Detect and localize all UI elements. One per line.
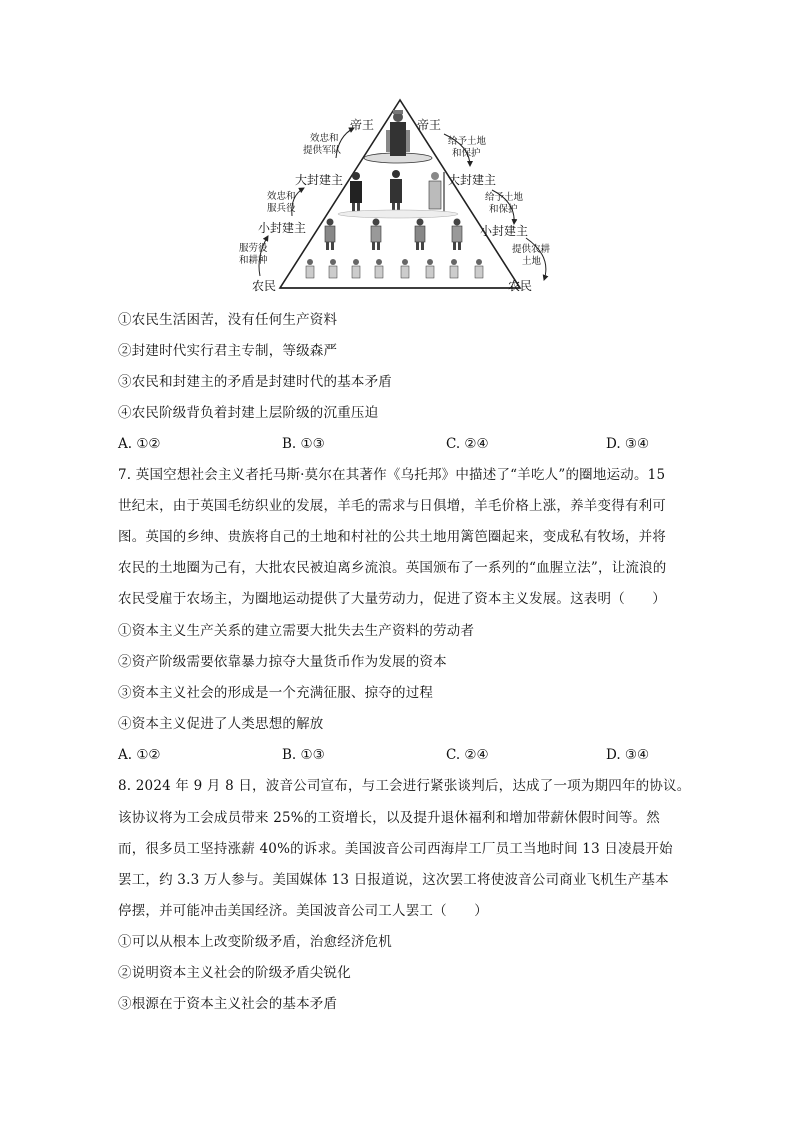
q7-option-c: C. ②④ [446,747,489,763]
q7-statement-2: ②资产阶级需要依靠暴力掠夺大量货币作为发展的资本 [118,654,447,670]
q6-option-b: B. ①③ [282,436,325,452]
q6-statement-2: ②封建时代实行君主专制，等级森严 [118,343,338,359]
q6-option-c: C. ②④ [446,436,489,452]
q7-option-b: B. ①③ [282,747,325,763]
arrow-right-2-line-2: 和保护 [489,204,518,215]
q6-option-d: D. ③④ [606,436,650,452]
q7-stem-line-5: 农民受雇于农场主，为圈地运动提供了大量劳动力，促进了资本主义发展。这表明（ ） [118,591,666,607]
label-peasant-left: 农民 [252,279,277,293]
q7-statement-1: ①资本主义生产关系的建立需要大批失去生产资料的劳动者 [118,623,475,639]
arrow-left-3-line-2: 和耕种 [239,255,268,266]
arrow-left-2-line-1: 效忠和 [267,191,296,202]
q6-option-a: A. ①② [118,436,161,452]
q7-stem-line-2: 世纪末，由于英国毛纺织业的发展，羊毛的需求与日俱增，羊毛价格上涨，养羊变得有利可 [118,498,666,514]
label-emperor-left: 帝王 [350,118,375,132]
label-great-lord-left: 大封建主 [295,173,344,187]
q7-statement-3: ③资本主义社会的形成是一个充满征服、掠夺的过程 [118,685,434,701]
q8-stem-line-3: 而，很多员工坚持涨薪 40%的诉求。美国波音公司西海岸工厂员工当地时间 13 日凌晨开始 [118,841,673,857]
q7-statement-4: ④资本主义促进了人类思想的解放 [118,716,324,732]
q8-statement-2: ②说明资本主义社会的阶级矛盾尖锐化 [118,965,351,981]
arrow-right-3-line-1: 提供农耕 [512,244,551,255]
q7-option-d: D. ③④ [606,747,650,763]
arrow-right-1-line-1: 给予土地 [448,136,487,147]
arrow-left-1-line-2: 提供军队 [303,145,342,156]
arrow-left-1-line-1: 效忠和 [310,133,339,144]
arrow-right-2-line-1: 给予土地 [485,192,524,203]
feudal-pyramid-figure [230,96,570,300]
q7-option-a: A. ①② [118,747,161,763]
great-lord-figures-icon [350,170,444,212]
label-small-lord-right: 小封建主 [480,224,529,238]
label-peasant-right: 农民 [508,279,533,293]
q7-stem-line-4: 农民的土地圈为己有，大批农民被迫离乡流浪。英国颁布了一系列的“血腥立法”，让流浪的 [118,560,667,576]
arrow-right-3-line-2: 土地 [522,256,542,267]
q8-stem-line-1: 8. 2024 年 9 月 8 日，波音公司宣布，与工会进行紧张谈判后，达成了一项为期四年的协议。 [118,778,691,794]
q8-statement-1: ①可以从根本上改变阶级矛盾，治愈经济危机 [118,934,392,950]
q8-stem-line-4: 罢工，约 3.3 万人参与。美国媒体 13 日报道说，这次罢工将使波音公司商业飞机生产基本 [118,872,669,888]
q7-stem-line-1: 7. 英国空想社会主义者托马斯·莫尔在其著作《乌托邦》中描述了“羊吃人”的圈地运动。15 [118,467,666,483]
arrow-right-1-line-2: 和保护 [452,148,481,159]
label-great-lord-right: 大封建主 [448,173,497,187]
q8-stem-line-5: 停摆，并可能冲击美国经济。美国波音公司工人罢工（ ） [118,903,488,919]
q6-statement-1: ①农民生活困苦，没有任何生产资料 [118,312,338,328]
arrow-left-2-line-2: 服兵役 [267,203,296,214]
q6-statement-4: ④农民阶级背负着封建上层阶级的沉重压迫 [118,405,379,421]
q6-statement-3: ③农民和封建主的矛盾是封建时代的基本矛盾 [118,374,392,390]
small-lord-figures-icon [325,219,462,251]
q7-stem-line-3: 图。英国的乡绅、贵族将自己的土地和村社的公共土地用篱笆圈起来，变成私有牧场，并将 [118,529,666,545]
q8-stem-line-2: 该协议将为工会成员带来 25%的工资增长，以及提升退休福利和增加带薪休假时间等。然 [118,810,660,826]
arrow-left-3-line-1: 服劳役 [239,243,268,254]
q8-statement-3: ③根源在于资本主义社会的基本矛盾 [118,996,338,1012]
label-emperor-right: 帝王 [417,118,442,132]
label-small-lord-left: 小封建主 [258,221,307,235]
pyramid-diagram [230,96,570,300]
peasant-figures-icon [306,259,483,278]
